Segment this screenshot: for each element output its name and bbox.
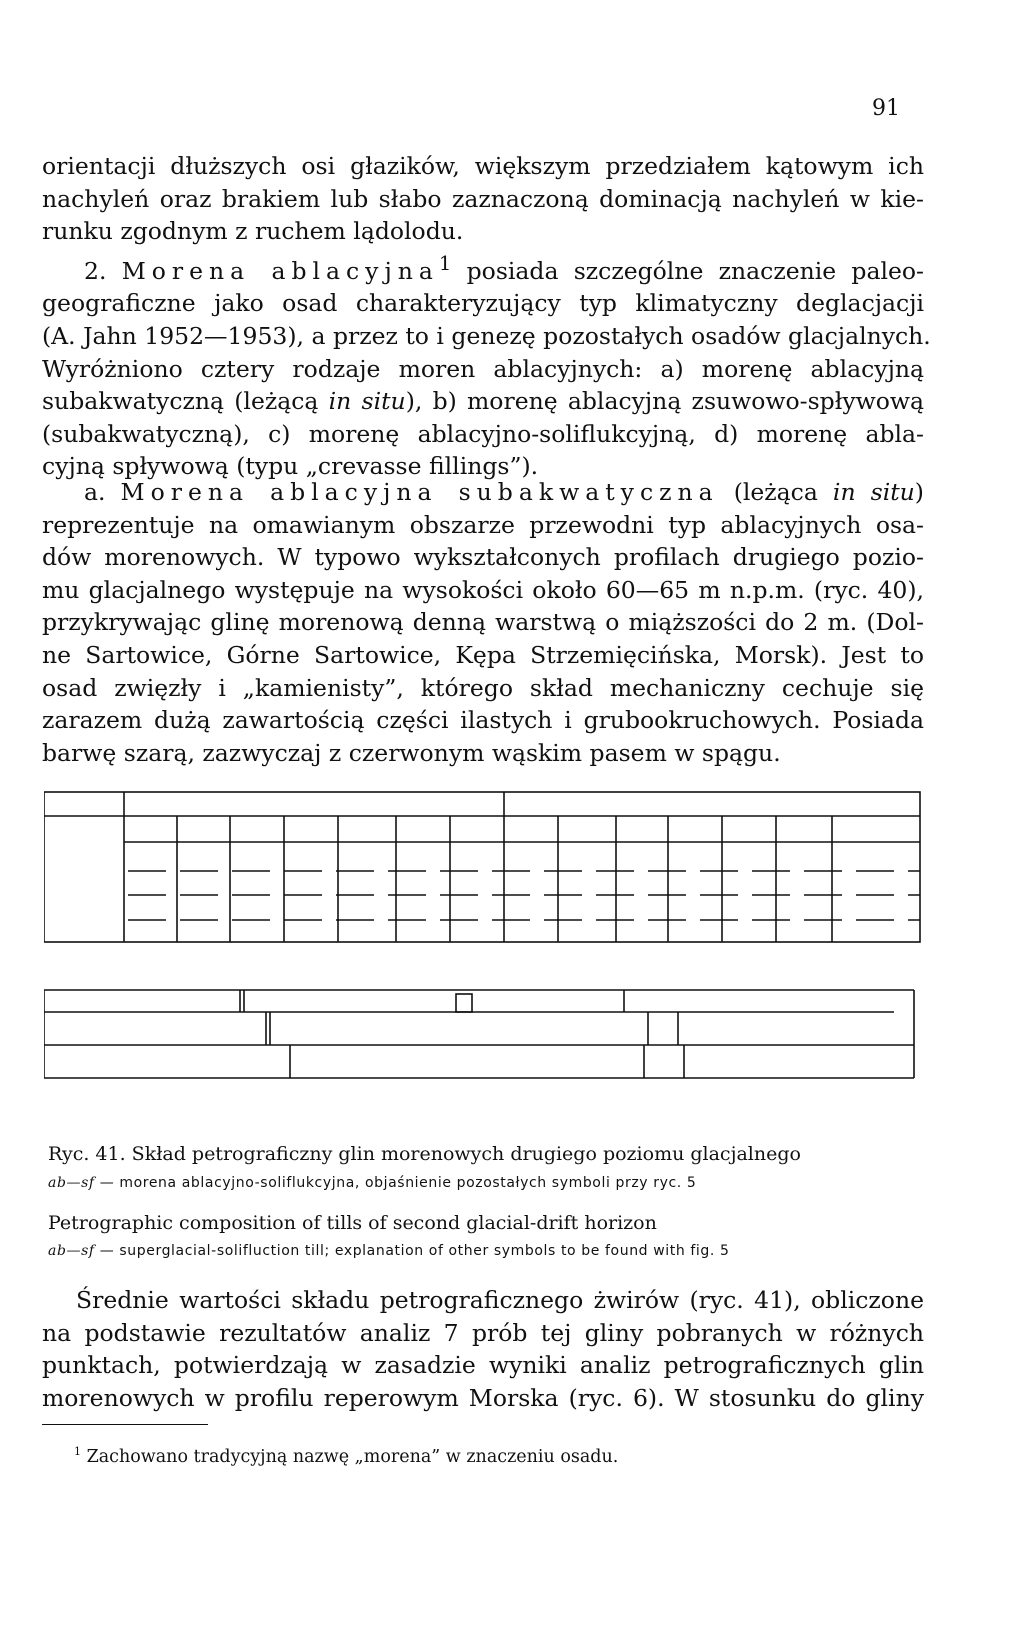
petrographic-composition-figure (44, 790, 924, 1120)
text-line: mu glacjalnego występuje na wysokości około 60—65 m n.p.m. (ryc. 40), (42, 575, 924, 604)
text-line: barwę szarą, zazwyczaj z czerwonym wąskim pasem w spągu. (42, 738, 781, 767)
text-line: na podstawie rezultatów analiz 7 prób tej gliny pobranych w różnych (42, 1318, 924, 1347)
paragraph-1 (42, 150, 924, 248)
text-line: przykrywając glinę morenową denną warstwą o miąższości do 2 m. (Dol- (42, 608, 924, 637)
text-line: dów morenowych. W typowo wykształconych profilach drugiego pozio- (42, 543, 924, 572)
text-line: orientacji dłuższych osi głazików, większym przedziałem kątowym ich (42, 152, 924, 180)
text-line: punktach, potwierdzają w zasadzie wyniki analiz petrograficznych glin (42, 1351, 924, 1380)
figure-caption-pl: Ryc. 41. Skład petrograficzny glin morenowych drugiego poziomu glacjalnego (48, 1143, 801, 1165)
section-term: Morena ablacyjna (121, 256, 439, 285)
paragraph-2 (42, 248, 931, 483)
text-line: ne Sartowice, Górne Sartowice, Kępa Strzemięcińska, Morsk). Jest to (42, 640, 924, 669)
dashed-rows (128, 871, 920, 920)
text-line: cyjną spływową (typu „crevasse fillings”). (42, 452, 539, 481)
section-term: Morena ablacyjna subakwatyczna (120, 478, 719, 506)
text-line: geograficzne jako osad charakteryzujący typ klimatyczny deglacjacji (42, 289, 924, 318)
text-line: reprezentuje na omawianym obszarze przewodni typ ablacyjnych osa- (42, 510, 924, 539)
text-line: runku zgodnym z ruchem lądolodu. (42, 217, 464, 246)
text-line: Średnie wartości składu petrograficznego żwirów (ryc. 41), obliczone (76, 1286, 924, 1314)
bar-diagram (44, 990, 914, 1078)
text-line: nachyleń oraz brakiem lub słabo zaznaczoną dominacją nachyleń w kie- (42, 184, 924, 213)
figure-caption-en-legend: ab—sf — superglacial-solifluction till; explanation of other symbols to be found with fig. 5 (48, 1243, 730, 1259)
text-line: (subakwatyczną), c) morenę ablacyjno-soliflukcyjną, d) morenę abla- (42, 419, 924, 448)
footnote-marker: 1 (74, 1445, 81, 1458)
page-number: 91 (872, 96, 900, 121)
text-line: osad zwięzły i „kamienisty”, którego skład mechaniczny cechuje się (42, 673, 924, 702)
paragraph-4 (42, 1284, 924, 1414)
text-line: a. Morena ablacyjna subakwatyczna (leżąca in situ) (84, 478, 924, 506)
figure-caption-pl-legend: ab—sf — morena ablacyjno-soliflukcyjna, objaśnienie pozostałych symboli przy ryc. 5 (48, 1175, 697, 1191)
footnote-ref: 1 (438, 252, 452, 275)
text-line: morenowych w profilu reperowym Morska (ryc. 6). W stosunku do gliny (42, 1383, 924, 1412)
paragraph-3 (42, 476, 924, 769)
text-line: Wyróżniono cztery rodzaje moren ablacyjnych: a) morenę ablacyjną (42, 354, 924, 383)
figure-caption-en: Petrographic composition of tills of second glacial-drift horizon (48, 1212, 657, 1234)
text-line: (A. Jahn 1952—1953), a przez to i genezę pozostałych osadów glacjalnych. (42, 322, 931, 351)
text-line: 2. Morena ablacyjna$^1$ posiada szczególne znaczenie paleo- (84, 252, 924, 285)
footnote: $^1$ Zachowano tradycyjną nazwę „morena” w znaczeniu osadu. (74, 1445, 619, 1467)
text-line: subakwatyczną (leżącą in situ), b) morenę ablacyjną zsuwowo-spływową (42, 387, 924, 416)
text-line: zarazem dużą zawartością części ilastych i grubookruchowych. Posiada (42, 706, 924, 735)
footnote-rule (42, 1424, 208, 1425)
